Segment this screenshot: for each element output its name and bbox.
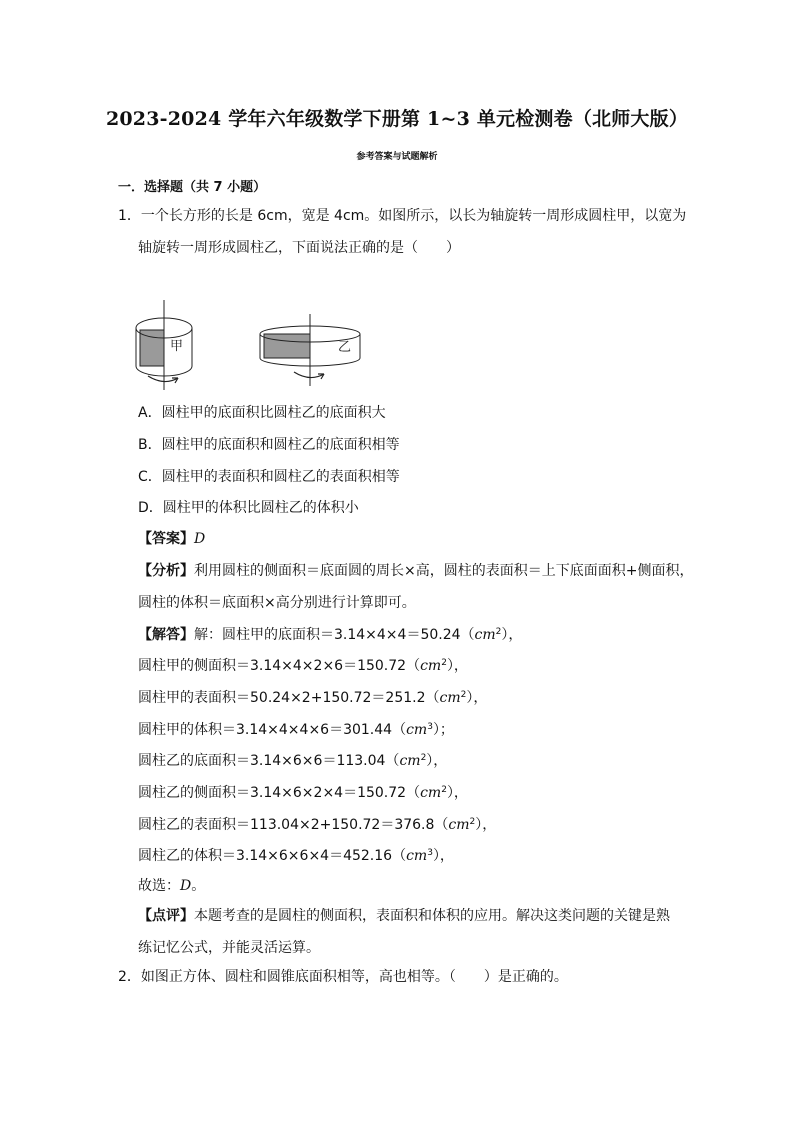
calc-line-3 — [138, 720, 454, 740]
option-b: B．圆柱甲的底面积和圆柱乙的底面积相等 — [138, 437, 400, 453]
calc-0-exp: 2 — [495, 627, 502, 637]
calc-1-text: 圆柱甲的侧面积＝3.14×4×2×6＝150.72（ — [138, 658, 421, 674]
calc-0-text: 圆柱甲的底面积＝3.14×4×4＝50.24（ — [222, 627, 475, 643]
calc-1-end: ）， — [446, 658, 468, 674]
calc-3-text: 圆柱甲的体积＝3.14×4×4×6＝301.44（ — [138, 722, 407, 738]
comment-line-1 — [138, 906, 670, 926]
choice-prefix: 故选： — [138, 878, 180, 894]
comment-text-1: 本题考查的是圆柱的侧面积，表面积和体积的应用。解决这类问题的关键是熟 — [194, 908, 670, 924]
option-a: A．圆柱甲的底面积比圆柱乙的底面积大 — [138, 405, 386, 421]
calc-line-2 — [138, 688, 487, 708]
calc-1-exp: 2 — [441, 658, 447, 668]
question-1-line-2: 轴旋转一周形成圆柱乙，下面说法正确的是（ ） — [138, 240, 460, 256]
analysis-line-2: 圆柱的体积＝底面积×高分别进行计算即可。 — [138, 595, 416, 611]
calc-6-text: 圆柱乙的表面积＝113.04×2+150.72＝376.8（ — [138, 817, 449, 833]
calc-0-unit: cm — [474, 627, 496, 643]
calc-6-unit: cm — [448, 817, 470, 833]
analysis-text-1: 利用圆柱的侧面积＝底面圆的周长×高，圆柱的表面积＝上下底面面积+侧面积， — [194, 563, 694, 579]
calc-7-unit: cm — [406, 848, 428, 864]
choice-line — [138, 876, 205, 896]
calc-4-text: 圆柱乙的底面积＝3.14×6×6＝113.04（ — [138, 753, 400, 769]
analysis-line-1 — [138, 561, 693, 581]
solution-intro: 解： — [194, 627, 222, 643]
calc-line-4 — [138, 751, 447, 771]
calc-7-exp: 3 — [427, 848, 433, 858]
shaded-rectangle-jia — [140, 330, 164, 366]
calc-3-exp: 3 — [427, 722, 433, 732]
calc-line-5 — [138, 783, 468, 803]
calc-4-unit: cm — [399, 753, 421, 769]
calc-2-unit: cm — [439, 690, 461, 706]
calc-4-exp: 2 — [420, 753, 427, 763]
calc-6-end: ）， — [475, 817, 497, 833]
calc-5-unit: cm — [420, 785, 442, 801]
answer-line — [138, 529, 205, 549]
question-2-line-1: 2．如图正方体、圆柱和圆锥底面积相等，高也相等。（ ）是正确的。 — [118, 969, 568, 985]
answer-value: D — [194, 531, 206, 547]
comment-label: 【点评】 — [138, 908, 194, 924]
cylinder-jia — [136, 300, 192, 390]
shaded-rectangle-yi — [264, 334, 310, 358]
answer-label: 【答案】 — [138, 531, 194, 547]
choice-value: D — [180, 878, 192, 894]
calc-6-exp: 2 — [469, 817, 476, 827]
label-jia: 甲 — [170, 339, 184, 354]
calc-3-unit: cm — [406, 722, 428, 738]
question-1-line-1: 1．一个长方形的长是 6cm，宽是 4cm。如图所示，以长为轴旋转一周形成圆柱甲，以宽为 — [118, 208, 687, 224]
cylinder-yi — [260, 314, 360, 386]
section-heading: 一．选择题（共 7 小题） — [118, 180, 267, 195]
solution-line — [138, 625, 522, 645]
calc-7-text: 圆柱乙的体积＝3.14×6×6×4＝452.16（ — [138, 848, 407, 864]
choice-suffix: 。 — [191, 878, 206, 894]
calc-5-end: ）， — [446, 785, 468, 801]
calc-2-text: 圆柱甲的表面积＝50.24×2+150.72＝251.2（ — [138, 690, 440, 706]
option-c: C．圆柱甲的表面积和圆柱乙的表面积相等 — [138, 469, 400, 485]
calc-line-1 — [138, 656, 468, 676]
analysis-label: 【分析】 — [138, 563, 194, 579]
label-yi: 乙 — [338, 340, 352, 355]
calc-1-unit: cm — [420, 658, 442, 674]
calc-2-end: ）， — [466, 690, 488, 706]
calc-line-6 — [138, 815, 496, 835]
option-d: D．圆柱甲的体积比圆柱乙的体积小 — [138, 500, 359, 516]
calc-5-exp: 2 — [441, 785, 447, 795]
calc-4-end: ）， — [426, 753, 448, 769]
comment-line-2: 练记忆公式，并能灵活运算。 — [138, 940, 320, 956]
calc-line-7 — [138, 846, 454, 866]
calc-0-end: ）， — [501, 627, 523, 643]
calc-7-end: ）， — [432, 848, 454, 864]
rotation-arrow-yi — [294, 372, 324, 378]
cylinder-figure — [128, 300, 388, 392]
calc-2-exp: 2 — [460, 690, 467, 700]
calc-5-text: 圆柱乙的侧面积＝3.14×6×2×4＝150.72（ — [138, 785, 421, 801]
page-title: 2023-2024 学年六年级数学下册第 1~3 单元检测卷（北师大版） — [105, 108, 689, 130]
solution-label: 【解答】 — [138, 627, 194, 643]
page-subtitle: 参考答案与试题解析 — [356, 152, 438, 162]
calc-3-end: ）； — [432, 722, 454, 738]
rotation-arrow-jia — [148, 376, 178, 382]
